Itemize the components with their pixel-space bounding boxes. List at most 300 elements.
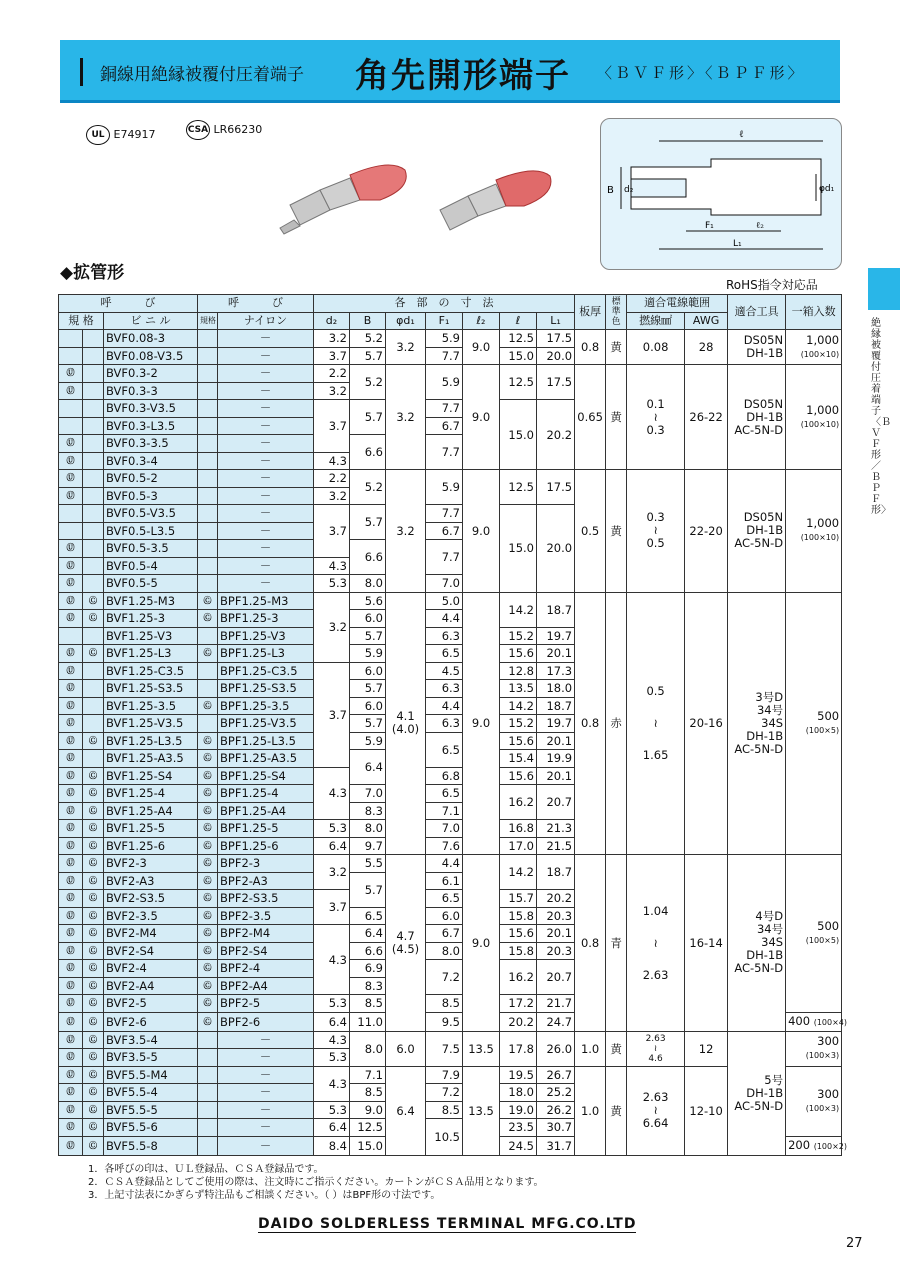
header-vinyl: ビ ニ ル xyxy=(104,312,198,330)
vinyl-name: BVF1.25-A4 xyxy=(104,802,198,820)
csa-mark-icon xyxy=(83,452,104,470)
d2: 3.7 xyxy=(314,662,350,767)
terminal-photo-1-icon xyxy=(280,150,420,250)
table-cell xyxy=(198,540,218,558)
thickness: 0.8 xyxy=(575,855,606,1032)
nylon-name: BPF1.25-L3 xyxy=(218,645,314,663)
side-tab xyxy=(868,268,900,310)
d2: 5.3 xyxy=(314,995,350,1013)
note-2: 2．ＣＳＡ登録品としてご使用の際は、注文時にご指示ください。カートンがＣＳＡ品用となります。 xyxy=(88,1177,544,1188)
vinyl-name: BVF0.5-L3.5 xyxy=(104,522,198,540)
l: 20.2 xyxy=(500,1012,537,1031)
ul-mark-icon xyxy=(59,627,83,645)
thickness: 0.5 xyxy=(575,470,606,593)
wire: 0.1 ≀ 0.3 xyxy=(627,365,685,470)
F1: 6.3 xyxy=(426,627,463,645)
table-cell xyxy=(198,1136,218,1155)
B: 11.0 xyxy=(350,1012,386,1031)
tool: DS05N DH-1B AC-5N-D xyxy=(728,365,786,470)
thickness: 1.0 xyxy=(575,1066,606,1155)
table-row xyxy=(59,1031,842,1049)
L1: 20.7 xyxy=(537,785,575,820)
d2: 3.2 xyxy=(314,855,350,890)
B: 5.9 xyxy=(350,732,386,750)
d2: 4.3 xyxy=(314,452,350,470)
F1: 9.5 xyxy=(426,1012,463,1031)
nylon-name: BPF1.25-S3.5 xyxy=(218,680,314,698)
L1: 19.9 xyxy=(537,750,575,768)
nylon-name: BPF2-M4 xyxy=(218,925,314,943)
awg: 26-22 xyxy=(685,365,728,470)
box: 500 (100×5) xyxy=(786,592,842,855)
L1: 18.7 xyxy=(537,855,575,890)
l: 15.0 xyxy=(500,400,537,470)
phid1: 3.2 xyxy=(386,330,426,365)
B: 5.7 xyxy=(350,347,386,365)
vinyl-name: BVF1.25-3 xyxy=(104,610,198,628)
color: 黄 xyxy=(606,1031,627,1066)
l: 12.5 xyxy=(500,330,537,348)
notes xyxy=(88,1163,544,1202)
csa-mark-icon: Ⓒ xyxy=(198,960,218,978)
L1: 26.2 xyxy=(537,1101,575,1119)
F1: 7.7 xyxy=(426,347,463,365)
wire: 0.5 ≀ 1.65 xyxy=(627,592,685,855)
d2: 4.3 xyxy=(314,1031,350,1049)
nylon-name: － xyxy=(218,470,314,488)
wire: 2.63 ≀ 4.6 xyxy=(627,1031,685,1066)
F1: 7.6 xyxy=(426,837,463,855)
B: 6.5 xyxy=(350,907,386,925)
nylon-name: BPF1.25-6 xyxy=(218,837,314,855)
awg: 22-20 xyxy=(685,470,728,593)
terminal-photo-2-icon xyxy=(432,160,562,250)
L1: 17.5 xyxy=(537,365,575,400)
vinyl-name: BVF1.25-4 xyxy=(104,785,198,803)
csa-mark-icon xyxy=(83,715,104,733)
csa-mark-icon: Ⓒ xyxy=(83,960,104,978)
nylon-name: BPF2-4 xyxy=(218,960,314,978)
F1: 7.5 xyxy=(426,1031,463,1066)
csa-mark-icon: Ⓒ xyxy=(83,1049,104,1067)
l: 15.6 xyxy=(500,925,537,943)
F1: 7.2 xyxy=(426,960,463,995)
csa-mark-icon: Ⓒ xyxy=(83,925,104,943)
d2: 6.4 xyxy=(314,1012,350,1031)
csa-mark-icon xyxy=(83,662,104,680)
F1: 6.7 xyxy=(426,925,463,943)
csa-mark-icon xyxy=(83,505,104,523)
F1: 6.0 xyxy=(426,907,463,925)
csa-mark-icon xyxy=(83,435,104,453)
vinyl-name: BVF0.5-3.5 xyxy=(104,540,198,558)
header-l: ℓ xyxy=(500,312,537,330)
nylon-name: － xyxy=(218,522,314,540)
B: 6.4 xyxy=(350,925,386,943)
color: 黄 xyxy=(606,365,627,470)
csa-mark-icon: Ⓒ xyxy=(198,925,218,943)
vinyl-name: BVF3.5-5 xyxy=(104,1049,198,1067)
d2: 4.3 xyxy=(314,925,350,995)
ul-mark-icon: Ⓤ xyxy=(59,365,83,383)
ul-mark-icon: Ⓤ xyxy=(59,925,83,943)
d2: 5.3 xyxy=(314,575,350,593)
ul-mark-icon: Ⓤ xyxy=(59,645,83,663)
header-d2: d₂ xyxy=(314,312,350,330)
nylon-name: － xyxy=(218,505,314,523)
table-cell xyxy=(198,487,218,505)
d2: 4.3 xyxy=(314,767,350,820)
csa-mark-icon: Ⓒ xyxy=(83,767,104,785)
csa-mark-icon: Ⓒ xyxy=(83,785,104,803)
ul-mark-icon: Ⓤ xyxy=(59,995,83,1013)
B: 8.3 xyxy=(350,802,386,820)
vinyl-name: BVF1.25-5 xyxy=(104,820,198,838)
nylon-name: － xyxy=(218,540,314,558)
banner-bar xyxy=(80,58,83,86)
csa-mark-icon: Ⓒ xyxy=(198,977,218,995)
l: 12.8 xyxy=(500,662,537,680)
B: 6.9 xyxy=(350,960,386,978)
l: 18.0 xyxy=(500,1084,537,1102)
B: 5.9 xyxy=(350,645,386,663)
csa-mark-icon xyxy=(83,575,104,593)
l: 17.2 xyxy=(500,995,537,1013)
csa-mark-icon: Ⓒ xyxy=(83,1101,104,1119)
vinyl-name: BVF2-6 xyxy=(104,1012,198,1031)
csa-mark-icon xyxy=(83,750,104,768)
page-title: 角先開形端子 xyxy=(355,56,571,96)
side-text: 絶縁被覆付圧着端子〈ＢＶＦ形／ＢＰＦ形〉 xyxy=(871,318,891,516)
B: 5.7 xyxy=(350,505,386,540)
ul-mark-icon: Ⓤ xyxy=(59,1066,83,1084)
nylon-name: － xyxy=(218,400,314,418)
d2: 4.3 xyxy=(314,1066,350,1101)
l: 15.0 xyxy=(500,505,537,593)
vinyl-name: BVF0.3-2 xyxy=(104,365,198,383)
F1: 7.0 xyxy=(426,820,463,838)
awg: 12 xyxy=(685,1031,728,1066)
ul-mark-icon: Ⓤ xyxy=(59,557,83,575)
vinyl-name: BVF1.25-V3.5 xyxy=(104,715,198,733)
l2: 9.0 xyxy=(463,330,500,365)
ul-mark-icon: Ⓤ xyxy=(59,802,83,820)
d2: 4.3 xyxy=(314,557,350,575)
l: 14.2 xyxy=(500,592,537,627)
awg: 16-14 xyxy=(685,855,728,1032)
vinyl-name: BVF0.5-V3.5 xyxy=(104,505,198,523)
ul-mark-icon: Ⓤ xyxy=(59,977,83,995)
csa-mark-icon: Ⓒ xyxy=(83,942,104,960)
table-cell xyxy=(198,1066,218,1084)
B: 5.7 xyxy=(350,715,386,733)
header-L1: L₁ xyxy=(537,312,575,330)
csa-mark-icon: Ⓒ xyxy=(83,1031,104,1049)
vinyl-name: BVF2-S4 xyxy=(104,942,198,960)
l: 15.4 xyxy=(500,750,537,768)
vinyl-name: BVF2-A4 xyxy=(104,977,198,995)
ul-mark-icon: Ⓤ xyxy=(59,890,83,908)
d2: 6.4 xyxy=(314,837,350,855)
vinyl-name: BVF1.25-S4 xyxy=(104,767,198,785)
B: 5.2 xyxy=(350,470,386,505)
ul-mark-icon: Ⓤ xyxy=(59,1031,83,1049)
l: 15.2 xyxy=(500,627,537,645)
table-cell xyxy=(198,400,218,418)
spec-table xyxy=(58,294,848,1156)
tool: 4号D 34号 34S DH-1B AC-5N-D xyxy=(728,855,786,1032)
wire: 0.3 ≀ 0.5 xyxy=(627,470,685,593)
table-cell xyxy=(198,365,218,383)
table-cell xyxy=(198,1049,218,1067)
L1: 21.3 xyxy=(537,820,575,838)
L1: 30.7 xyxy=(537,1119,575,1137)
table-row xyxy=(59,365,842,383)
F1: 7.0 xyxy=(426,575,463,593)
ul-mark-icon: Ⓤ xyxy=(59,575,83,593)
header-l2: ℓ₂ xyxy=(463,312,500,330)
page-number: 27 xyxy=(846,1236,863,1251)
box: 300 (100×3) xyxy=(786,1066,842,1136)
L1: 19.7 xyxy=(537,715,575,733)
csa-mark-icon xyxy=(198,627,218,645)
table-cell xyxy=(198,557,218,575)
nylon-name: － xyxy=(218,365,314,383)
csa-mark-icon: Ⓒ xyxy=(83,872,104,890)
l2: 9.0 xyxy=(463,470,500,593)
dim-l2: ℓ₂ xyxy=(756,221,764,231)
B: 6.4 xyxy=(350,750,386,785)
csa-mark-icon xyxy=(198,715,218,733)
L1: 20.1 xyxy=(537,767,575,785)
color: 黄 xyxy=(606,470,627,593)
phid1: 3.2 xyxy=(386,365,426,470)
vinyl-name: BVF2-A3 xyxy=(104,872,198,890)
table-cell xyxy=(198,1084,218,1102)
L1: 20.0 xyxy=(537,505,575,593)
L1: 20.1 xyxy=(537,645,575,663)
ul-mark-icon: Ⓤ xyxy=(59,750,83,768)
csa-mark-icon xyxy=(83,400,104,418)
vinyl-name: BVF2-3.5 xyxy=(104,907,198,925)
company-footer: DAIDO SOLDERLESS TERMINAL MFG.CO.LTD xyxy=(258,1216,637,1232)
csa-mark-icon: Ⓒ xyxy=(198,872,218,890)
section-title: ◆拡管形 xyxy=(60,263,125,283)
l: 14.2 xyxy=(500,855,537,890)
table-cell xyxy=(198,575,218,593)
vinyl-name: BVF5.5-M4 xyxy=(104,1066,198,1084)
csa-mark-icon: Ⓒ xyxy=(83,1012,104,1031)
B: 6.0 xyxy=(350,610,386,628)
ul-mark-icon: Ⓤ xyxy=(59,452,83,470)
tool: DS05N DH-1B xyxy=(728,330,786,365)
csa-mark-icon: Ⓒ xyxy=(198,767,218,785)
vinyl-name: BVF2-M4 xyxy=(104,925,198,943)
vinyl-name: BVF1.25-L3 xyxy=(104,645,198,663)
L1: 20.7 xyxy=(537,960,575,995)
F1: 8.5 xyxy=(426,1101,463,1119)
nylon-name: BPF1.25-3 xyxy=(218,610,314,628)
F1: 6.5 xyxy=(426,645,463,663)
csa-mark-icon: Ⓒ xyxy=(198,750,218,768)
nylon-name: BPF2-A3 xyxy=(218,872,314,890)
nylon-name: － xyxy=(218,1049,314,1067)
d2: 8.4 xyxy=(314,1136,350,1155)
csa-mark-icon xyxy=(198,662,218,680)
F1: 7.7 xyxy=(426,435,463,470)
vinyl-name: BVF1.25-V3 xyxy=(104,627,198,645)
wire: 2.63 ≀ 6.64 xyxy=(627,1066,685,1155)
nylon-name: BPF1.25-M3 xyxy=(218,592,314,610)
B: 8.5 xyxy=(350,1084,386,1102)
ul-mark-icon: Ⓤ xyxy=(59,435,83,453)
B: 5.7 xyxy=(350,627,386,645)
table-cell xyxy=(198,522,218,540)
F1: 6.3 xyxy=(426,680,463,698)
csa-mark-icon: Ⓒ xyxy=(198,697,218,715)
csa-mark-icon: Ⓒ xyxy=(198,592,218,610)
phid1: 4.7 (4.5) xyxy=(386,855,426,1032)
csa-mark-icon: Ⓒ xyxy=(83,802,104,820)
nylon-name: BPF2-S4 xyxy=(218,942,314,960)
ul-mark-icon: Ⓤ xyxy=(59,907,83,925)
phid1: 6.4 xyxy=(386,1066,426,1155)
csa-mark-icon: Ⓒ xyxy=(83,855,104,873)
ul-mark-icon: Ⓤ xyxy=(59,1049,83,1067)
vinyl-name: BVF5.5-8 xyxy=(104,1136,198,1155)
l: 15.0 xyxy=(500,347,537,365)
L1: 20.3 xyxy=(537,907,575,925)
d2: 3.2 xyxy=(314,487,350,505)
nylon-name: BPF1.25-A3.5 xyxy=(218,750,314,768)
box: 1,000 (100×10) xyxy=(786,330,842,365)
header-phid1: φd₁ xyxy=(386,312,426,330)
header-wire: 撚線㎟ xyxy=(627,312,685,330)
csa-logo-icon: CSA xyxy=(186,120,210,140)
d2: 3.2 xyxy=(314,592,350,662)
d2: 3.7 xyxy=(314,347,350,365)
nylon-name: BPF1.25-4 xyxy=(218,785,314,803)
page-subtitle: 銅線用絶縁被覆付圧着端子 xyxy=(100,65,304,85)
header-F1: F₁ xyxy=(426,312,463,330)
d2: 3.7 xyxy=(314,890,350,925)
nylon-name: BPF2-3 xyxy=(218,855,314,873)
B: 6.0 xyxy=(350,697,386,715)
L1: 17.5 xyxy=(537,330,575,348)
csa-mark-icon xyxy=(83,540,104,558)
l: 15.8 xyxy=(500,907,537,925)
F1: 4.4 xyxy=(426,697,463,715)
dim-d2: d₂ xyxy=(624,185,634,195)
csa-mark-icon: Ⓒ xyxy=(83,1084,104,1102)
csa-mark-icon: Ⓒ xyxy=(198,890,218,908)
ul-mark-icon: Ⓤ xyxy=(59,960,83,978)
header-nylon: ナイロン xyxy=(218,312,314,330)
nylon-name: BPF2-6 xyxy=(218,1012,314,1031)
ul-mark-icon xyxy=(59,522,83,540)
header-B: B xyxy=(350,312,386,330)
ul-mark-icon: Ⓤ xyxy=(59,872,83,890)
B: 7.0 xyxy=(350,785,386,803)
csa-mark-icon: Ⓒ xyxy=(198,837,218,855)
vinyl-name: BVF0.5-2 xyxy=(104,470,198,488)
table-cell xyxy=(198,435,218,453)
csa-mark-icon: Ⓒ xyxy=(83,1136,104,1155)
csa-mark-icon: Ⓒ xyxy=(198,802,218,820)
vinyl-name: BVF0.5-3 xyxy=(104,487,198,505)
ul-mark-icon: Ⓤ xyxy=(59,1136,83,1155)
ul-mark-icon xyxy=(59,417,83,435)
B: 15.0 xyxy=(350,1136,386,1155)
l2: 9.0 xyxy=(463,592,500,855)
csa-mark-icon: Ⓒ xyxy=(83,1066,104,1084)
vinyl-name: BVF0.08-V3.5 xyxy=(104,347,198,365)
phid1: 6.0 xyxy=(386,1031,426,1066)
ul-mark-icon: Ⓤ xyxy=(59,697,83,715)
awg: 12-10 xyxy=(685,1066,728,1155)
nylon-name: BPF1.25-V3.5 xyxy=(218,715,314,733)
dimension-diagram xyxy=(600,118,842,270)
B: 5.6 xyxy=(350,592,386,610)
F1: 8.0 xyxy=(426,942,463,960)
box: 500 (100×5) xyxy=(786,855,842,1013)
header-box: 一箱入数 xyxy=(786,295,842,330)
nylon-name: BPF1.25-C3.5 xyxy=(218,662,314,680)
l: 17.8 xyxy=(500,1031,537,1066)
L1: 25.2 xyxy=(537,1084,575,1102)
B: 9.7 xyxy=(350,837,386,855)
F1: 6.5 xyxy=(426,732,463,767)
d2: 6.4 xyxy=(314,1119,350,1137)
L1: 20.3 xyxy=(537,942,575,960)
l: 23.5 xyxy=(500,1119,537,1137)
vinyl-name: BVF0.3-V3.5 xyxy=(104,400,198,418)
d2: 3.7 xyxy=(314,400,350,453)
F1: 7.1 xyxy=(426,802,463,820)
vinyl-name: BVF2-3 xyxy=(104,855,198,873)
L1: 21.5 xyxy=(537,837,575,855)
csa-mark-icon xyxy=(83,470,104,488)
ul-mark-icon: Ⓤ xyxy=(59,942,83,960)
vinyl-name: BVF0.3-L3.5 xyxy=(104,417,198,435)
F1: 6.8 xyxy=(426,767,463,785)
phid1: 4.1 (4.0) xyxy=(386,592,426,855)
L1: 17.3 xyxy=(537,662,575,680)
l2: 9.0 xyxy=(463,855,500,1032)
L1: 21.7 xyxy=(537,995,575,1013)
nylon-name: BPF2-5 xyxy=(218,995,314,1013)
note-1: 1．各呼びの印は、ＵＬ登録品、ＣＳＡ登録品です。 xyxy=(88,1164,324,1175)
csa-mark-icon: Ⓒ xyxy=(83,837,104,855)
csa-mark-icon: Ⓒ xyxy=(83,645,104,663)
box: 200 (100×2) xyxy=(786,1136,842,1155)
nylon-name: － xyxy=(218,330,314,348)
table-row xyxy=(59,592,842,610)
thickness: 0.8 xyxy=(575,330,606,365)
vinyl-name: BVF5.5-4 xyxy=(104,1084,198,1102)
B: 8.0 xyxy=(350,575,386,593)
l: 15.6 xyxy=(500,645,537,663)
color: 黄 xyxy=(606,1066,627,1155)
vinyl-name: BVF0.5-4 xyxy=(104,557,198,575)
box: 1,000 (100×10) xyxy=(786,365,842,470)
csa-mark-icon: Ⓒ xyxy=(83,977,104,995)
tool: 5号 DH-1B AC-5N-D xyxy=(728,1031,786,1155)
nylon-name: BPF1.25-3.5 xyxy=(218,697,314,715)
l: 13.5 xyxy=(500,680,537,698)
d2: 3.2 xyxy=(314,382,350,400)
L1: 20.2 xyxy=(537,400,575,470)
